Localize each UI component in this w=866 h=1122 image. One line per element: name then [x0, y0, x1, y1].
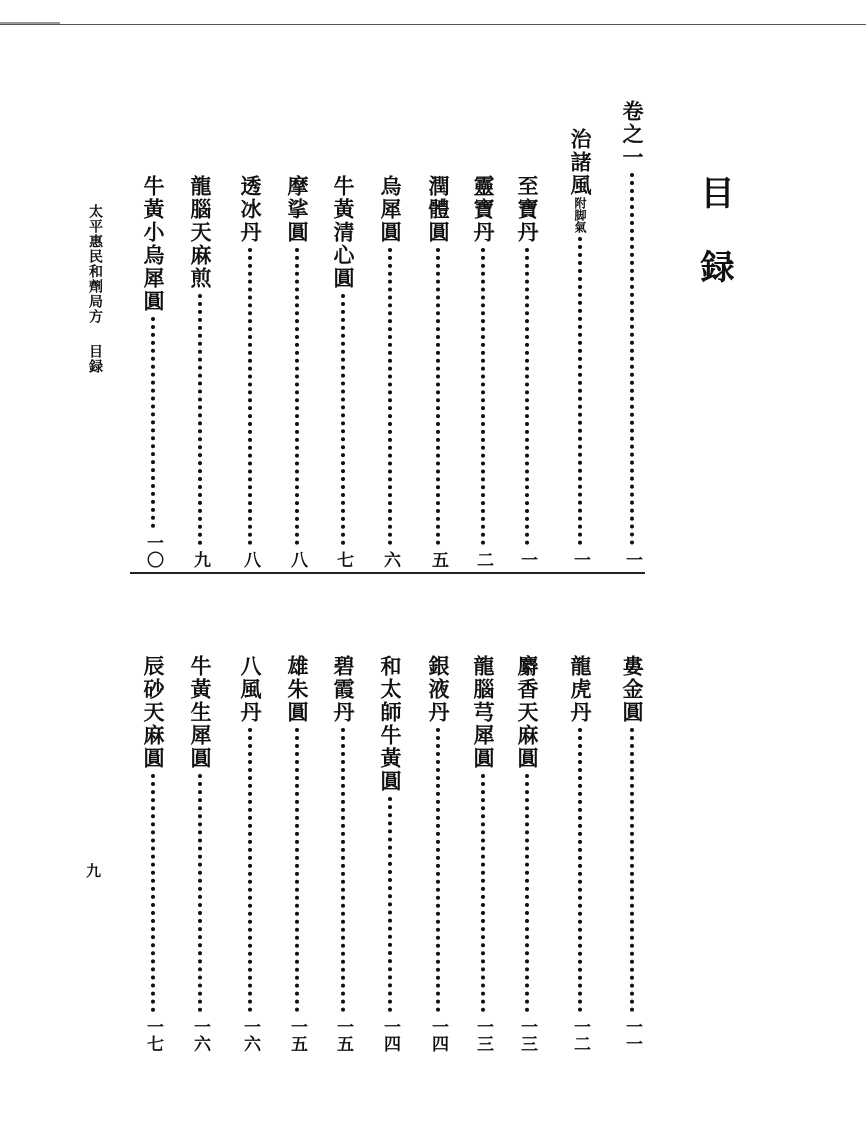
entry-label-text: 烏犀圓 — [378, 175, 403, 244]
toc-entry-label — [140, 655, 166, 770]
toc-entry[interactable] — [187, 175, 213, 568]
entry-label-text: 透冰丹 — [238, 175, 263, 244]
toc-entry-label — [237, 655, 263, 724]
dot-leader — [341, 728, 345, 1012]
entry-label-text: 龍腦天麻煎 — [188, 175, 213, 290]
page-number: 九 — [86, 862, 102, 880]
entry-note: 附脚氣 — [573, 197, 587, 233]
entry-label-text: 龍腦芎犀圓 — [471, 655, 496, 770]
dot-leader — [436, 728, 440, 1012]
toc-entry-page: 一五 — [333, 1018, 353, 1052]
toc-entry[interactable] — [377, 175, 403, 568]
toc-entry[interactable] — [330, 655, 356, 1052]
toc-entry-page: 一五 — [287, 1018, 307, 1052]
dot-leader — [248, 248, 252, 545]
toc-entry-label — [284, 655, 310, 724]
toc-entry-label — [425, 655, 451, 724]
toc-entry[interactable] — [514, 175, 540, 568]
running-head — [85, 190, 105, 374]
toc-entry[interactable] — [140, 655, 166, 1052]
entry-label-text: 辰砂天麻圓 — [141, 655, 166, 770]
dot-leader — [198, 774, 202, 1012]
entry-label-text: 牛黃清心圓 — [331, 175, 356, 290]
toc-entry-page: 一四 — [380, 1018, 400, 1052]
toc-entry[interactable] — [470, 175, 496, 568]
toc-entry-label — [187, 655, 213, 770]
dot-leader — [481, 248, 485, 545]
toc-entry-label — [330, 175, 356, 290]
running-head-section: 目録 — [87, 343, 103, 374]
toc-entry[interactable] — [470, 655, 496, 1052]
toc-entry[interactable] — [514, 655, 540, 1052]
dot-leader — [525, 774, 529, 1012]
toc-entry[interactable] — [619, 655, 645, 1052]
toc-entry-label — [567, 128, 593, 233]
toc-entry[interactable] — [284, 175, 310, 568]
toc-entry-page: 一四 — [428, 1018, 448, 1052]
top-rule — [0, 24, 866, 25]
toc-entry-page: 一二 — [570, 1018, 590, 1052]
toc-entry-page: 一七 — [143, 1018, 163, 1052]
toc-entry[interactable] — [425, 175, 451, 568]
dot-leader — [388, 797, 392, 1012]
toc-entry-page: 六 — [380, 551, 400, 568]
dot-leader — [151, 317, 155, 528]
toc-entry-label — [514, 655, 540, 770]
toc-entry-label — [284, 175, 310, 244]
toc-entry-label — [377, 655, 403, 793]
dot-leader — [295, 728, 299, 1012]
toc-entry-label — [377, 175, 403, 244]
entry-label-text: 婁金圓 — [620, 655, 645, 724]
entry-label-text: 雄朱圓 — [285, 655, 310, 724]
toc-entry[interactable] — [567, 128, 593, 568]
page-title: 目録 — [694, 175, 734, 323]
toc-entry[interactable] — [619, 100, 645, 568]
toc-entry-page: 八 — [287, 551, 307, 568]
toc-entry-page: 一六 — [190, 1018, 210, 1052]
toc-entry[interactable] — [237, 655, 263, 1052]
dot-leader — [388, 248, 392, 545]
toc-entry-label — [140, 175, 166, 313]
entry-label-text: 摩挲圓 — [285, 175, 310, 244]
toc-entry[interactable] — [330, 175, 356, 568]
toc-entry[interactable] — [187, 655, 213, 1052]
toc-entry-label — [470, 175, 496, 244]
toc-entry-page: 一一 — [622, 1018, 642, 1052]
toc-entry-page: 一六 — [240, 1018, 260, 1052]
entry-label-text: 靈寶丹 — [471, 175, 496, 244]
toc-entry-label — [425, 175, 451, 244]
dot-leader — [630, 728, 634, 1012]
toc-entry-label — [619, 655, 645, 724]
toc-entry-label — [619, 100, 645, 169]
entry-label-text: 牛黃生犀圓 — [188, 655, 213, 770]
entry-label-text: 和太師牛黃圓 — [378, 655, 403, 793]
toc-entry-page: 一 — [517, 551, 537, 568]
toc-entry[interactable] — [237, 175, 263, 568]
dot-leader — [198, 294, 202, 545]
entry-label-text: 至寶丹 — [515, 175, 540, 244]
entry-label-text: 潤體圓 — [426, 175, 451, 244]
toc-entry[interactable] — [425, 655, 451, 1052]
dot-leader — [525, 248, 529, 545]
toc-entry-label — [330, 655, 356, 724]
toc-entry[interactable] — [140, 175, 166, 568]
toc-entry-label — [567, 655, 593, 724]
dot-leader — [481, 774, 485, 1012]
toc-entry-label — [470, 655, 496, 770]
toc-entry[interactable] — [567, 655, 593, 1052]
toc-entry-page: 七 — [333, 551, 353, 568]
dot-leader — [578, 237, 582, 545]
dot-leader — [630, 173, 634, 545]
toc-entry-label — [514, 175, 540, 244]
entry-label-text: 銀液丹 — [426, 655, 451, 724]
entry-label-text: 八風丹 — [238, 655, 263, 724]
toc-entry[interactable] — [284, 655, 310, 1052]
dot-leader — [436, 248, 440, 545]
dot-leader — [295, 248, 299, 545]
entry-label-text: 碧霞丹 — [331, 655, 356, 724]
toc-entry-page: 五 — [428, 551, 448, 568]
entry-label-text: 牛黃小烏犀圓 — [141, 175, 166, 313]
toc-entry[interactable] — [377, 655, 403, 1052]
entry-label-text: 麝香天麻圓 — [515, 655, 540, 770]
toc-entry-label — [237, 175, 263, 244]
running-head-book: 太平惠民和劑局方 — [87, 204, 103, 324]
toc-entry-page: 一三 — [517, 1018, 537, 1052]
toc-entry-page: 一 — [622, 551, 642, 568]
entry-label-text: 龍虎丹 — [568, 655, 593, 724]
toc-entry-label — [187, 175, 213, 290]
toc-entry-page: 二 — [473, 551, 493, 568]
toc-entry-page: 一三 — [473, 1018, 493, 1052]
section-divider — [130, 572, 645, 574]
toc-entry-page: 八 — [240, 551, 260, 568]
dot-leader — [578, 728, 582, 1012]
toc-entry-page: 一〇 — [143, 534, 163, 568]
dot-leader — [248, 728, 252, 1012]
toc-entry-page: 一 — [570, 551, 590, 568]
toc-entry-page: 九 — [190, 551, 210, 568]
dot-leader — [341, 294, 345, 545]
entry-label-text: 卷之一 — [620, 100, 645, 169]
entry-label-text: 治諸風 — [568, 128, 593, 197]
dot-leader — [151, 774, 155, 1012]
